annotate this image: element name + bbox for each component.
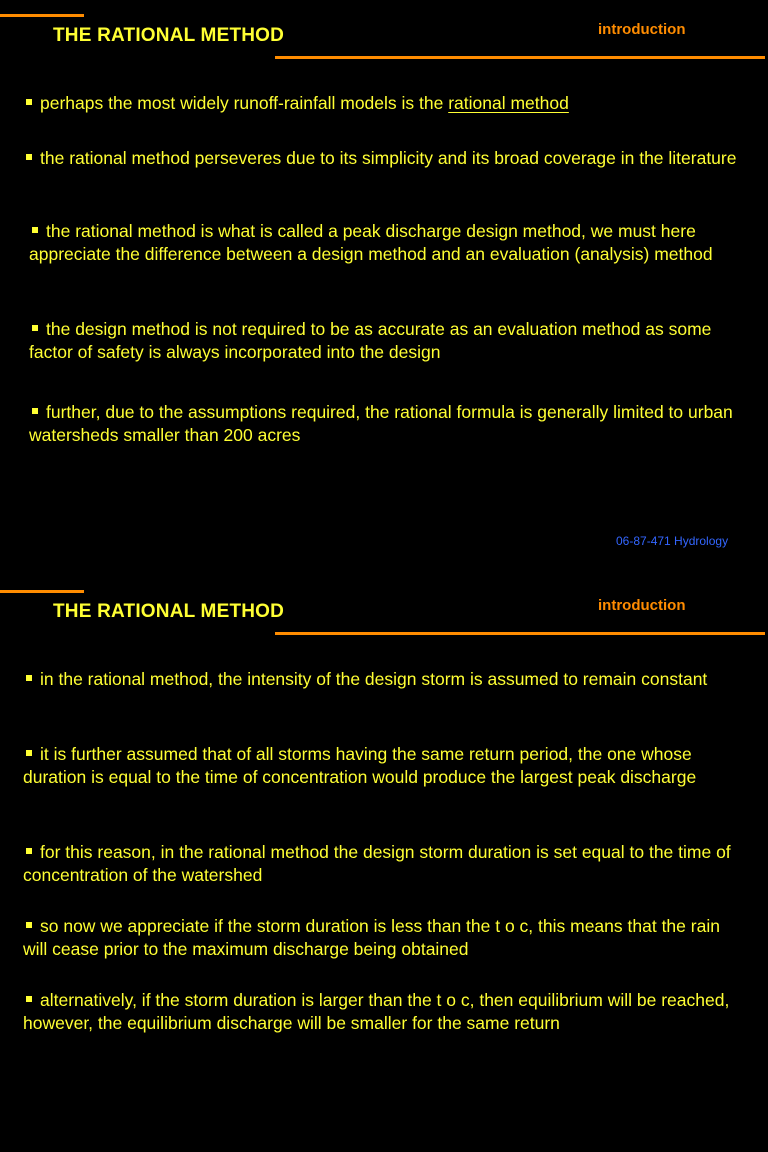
bullet-square-icon (26, 675, 32, 681)
bullet-text: in the rational method, the intensity of the design storm is assumed to remain constant (40, 669, 708, 689)
slide-2 (0, 576, 768, 1152)
bullet-square-icon (26, 154, 32, 160)
bullet-item (23, 841, 743, 887)
bullet-square-icon (26, 99, 32, 105)
bullet-item (23, 989, 743, 1035)
bullet-text: it is further assumed that of all storms having the same return period, the one whose duration is equal to the time of concentration would produce the largest peak discharge (23, 744, 697, 787)
title-divider-line (275, 56, 765, 59)
bullet-square-icon (32, 325, 38, 331)
bullet-text: the rational method is what is called a peak discharge design method, we must here appreciate the difference between a design method and an evaluation (analysis) method (29, 221, 713, 264)
bullet-item (29, 220, 729, 266)
bullet-item (23, 915, 735, 961)
section-label: introduction (598, 597, 686, 614)
bullet-item (23, 743, 743, 789)
bullet-text: for this reason, in the rational method the design storm duration is set equal to the time of concentration of the watershed (23, 842, 731, 885)
slide-title: THE RATIONAL METHOD (53, 601, 285, 622)
section-label: introduction (598, 21, 686, 38)
bullet-text: the rational method perseveres due to its simplicity and its broad coverage in the literature (40, 148, 737, 168)
slide-title: THE RATIONAL METHOD (53, 25, 285, 46)
header-accent-line (0, 14, 84, 17)
bullet-item (23, 92, 743, 115)
bullet-item (23, 147, 743, 170)
bullet-item (29, 318, 741, 364)
bullet-square-icon (26, 996, 32, 1002)
bullet-square-icon (32, 227, 38, 233)
bullet-text: further, due to the assumptions required, the rational formula is generally limited to urban watersheds smaller than 200 acres (29, 402, 733, 445)
bullet-text: so now we appreciate if the storm duration is less than the t o c, this means that the rain will cease prior to the maximum discharge being obtained (23, 916, 720, 959)
course-footer: 06-87-471 Hydrology (616, 534, 729, 548)
bullet-text: the design method is not required to be as accurate as an evaluation method as some factor of safety is always incorporated into the design (29, 319, 712, 362)
bullet-text: alternatively, if the storm duration is larger than the t o c, then equilibrium will be reached, however, the equilibrium discharge will be smaller for the same return (23, 990, 730, 1033)
bullet-square-icon (26, 922, 32, 928)
bullet-square-icon (26, 848, 32, 854)
bullet-item (29, 401, 741, 447)
bullet-item (23, 668, 735, 691)
bullet-square-icon (32, 408, 38, 414)
title-divider-line (275, 632, 765, 635)
bullet-text: perhaps the most widely runoff-rainfall models is the (40, 93, 449, 113)
header-accent-line (0, 590, 84, 593)
bullet-square-icon (26, 750, 32, 756)
rational-method-link[interactable]: rational method (448, 93, 569, 113)
